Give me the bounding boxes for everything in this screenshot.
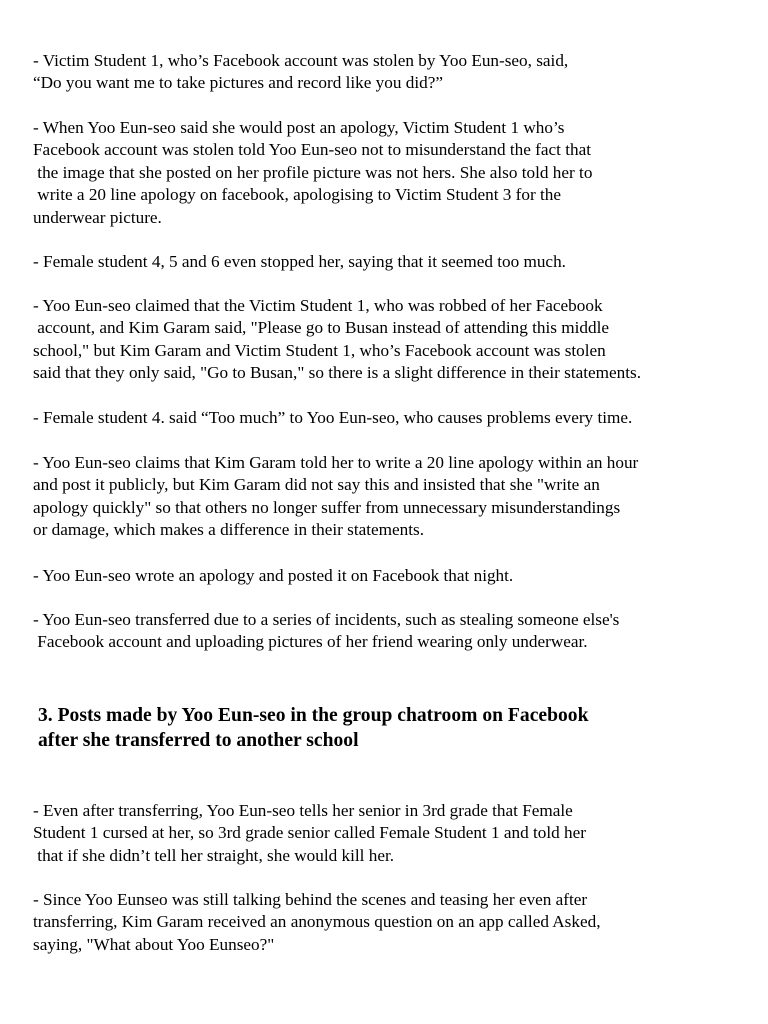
text-line: “Do you want me to take pictures and record like you did?” [33,73,443,93]
paragraph-transferred [33,609,768,654]
paragraph-victim-student-1-quote [33,50,768,95]
paragraph-apology-posted [33,565,768,587]
text-line: the image that she posted on her profile picture was not hers. She also told her to [33,162,593,182]
heading-line: after she transferred to another school [38,730,359,751]
text-line: transferring, Kim Garam received an anonymous question on an app called Asked, [33,912,601,932]
text-line: underwear picture. [33,207,162,227]
text-line: saying, "What about Yoo Eunseo?" [33,934,275,954]
text-line: write a 20 line apology on facebook, apologising to Victim Student 3 for the [33,185,562,205]
paragraph-senior-threat [33,800,768,867]
text-line: - Yoo Eun-seo claims that Kim Garam told her to write a 20 line apology within an hour [33,453,639,472]
text-line: account, and Kim Garam said, "Please go to Busan instead of attending this middle [33,318,609,338]
paragraph-anonymous-question [33,889,768,956]
text-line: school," but Kim Garam and Victim Student 1, who’s Facebook account was stolen [33,340,606,360]
text-line: Facebook account and uploading pictures of her friend wearing only underwear. [33,632,588,652]
text-line: - When Yoo Eun-seo said she would post an apology, Victim Student 1 who’s [33,118,565,137]
heading-line: 3. Posts made by Yoo Eun-seo in the group chatroom on Facebook [38,705,589,726]
text-line: - Female student 4. said “Too much” to Yoo Eun-seo, who causes problems every time. [33,408,633,427]
section-heading [38,703,768,753]
text-line: - Female student 4, 5 and 6 even stopped her, saying that it seemed too much. [33,252,566,271]
text-line: - Yoo Eun-seo claimed that the Victim Student 1, who was robbed of her Facebook [33,296,603,315]
text-line: - Victim Student 1, who’s Facebook account was stolen by Yoo Eun-seo, said, [33,51,569,70]
text-line: - Since Yoo Eunseo was still talking behind the scenes and teasing her even after [33,890,588,909]
text-line: or damage, which makes a difference in their statements. [33,520,425,540]
text-line: - Yoo Eun-seo wrote an apology and posted it on Facebook that night. [33,566,514,585]
text-line: Facebook account was stolen told Yoo Eun-seo not to misunderstand the fact that [33,140,592,160]
paragraph-busan-statements [33,295,768,385]
text-line: Student 1 cursed at her, so 3rd grade senior called Female Student 1 and told her [33,823,586,843]
text-line: - Even after transferring, Yoo Eun-seo tells her senior in 3rd grade that Female [33,801,573,820]
text-line: apology quickly" so that others no longer suffer from unnecessary misunderstandings [33,497,621,517]
paragraph-too-much [33,407,768,429]
paragraph-female-students-stopped [33,251,768,273]
paragraph-20-line-apology-claim [33,452,768,542]
paragraph-apology-request [33,117,768,229]
text-line: said that they only said, "Go to Busan," so there is a slight difference in their statements. [33,363,641,383]
text-line: - Yoo Eun-seo transferred due to a series of incidents, such as stealing someone else's [33,610,620,629]
text-line: and post it publicly, but Kim Garam did not say this and insisted that she "write an [33,475,600,495]
text-line: that if she didn’t tell her straight, she would kill her. [33,845,395,865]
